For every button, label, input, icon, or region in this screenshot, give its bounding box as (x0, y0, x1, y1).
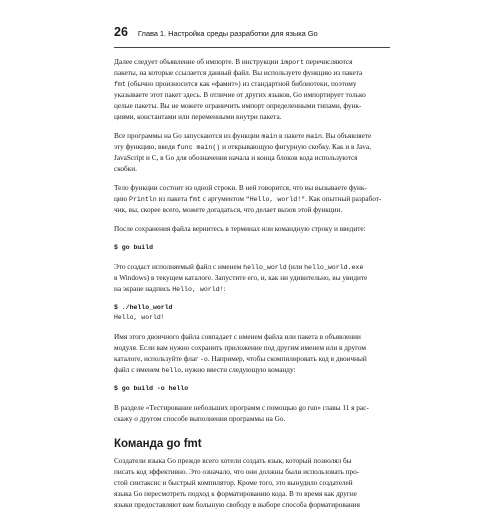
text-run: В разделе «Тестирование небольших программ с помощью go run» главы 11 я рас- (114, 404, 369, 412)
text-line (114, 153, 390, 164)
text-run: . Например, чтобы скомпилировать код в двоичный (207, 355, 367, 363)
inline-code: main (306, 133, 322, 140)
page-body (114, 57, 390, 519)
paragraph-go-fmt (114, 456, 390, 511)
text-run: перечисляются (304, 58, 353, 66)
text-run: цию (114, 195, 129, 203)
code-block-go-build (114, 243, 390, 253)
text-run: и открывающую фигурную скобку. Как и в Java, (220, 143, 371, 151)
inline-code: hello (161, 367, 182, 374)
text-run: JavaScript и C, в Go для обозначения начала и конца блоков кода используются (114, 154, 358, 162)
text-line (114, 164, 390, 175)
text-run: файл с именем (114, 366, 162, 374)
text-run: писать код эффективно. Это означало, что они должны были использовать про- (114, 468, 360, 476)
text-line (114, 57, 390, 68)
text-run: указываете этот пакет здесь. В отличие от других языков, Go импортирует только (114, 91, 366, 99)
text-line (114, 79, 390, 90)
text-run: чик, вы, скорее всего, можете догадаться, что делает вызов этой функции. (114, 206, 343, 214)
text-line (114, 354, 390, 365)
text-run: Имя этого двоичного файла совпадает с именем файла или пакета в объявлении (114, 333, 361, 341)
chapter-title: Глава 1. Настройка среды разработки для языка Go (137, 29, 318, 38)
text-line (114, 205, 390, 216)
text-line (114, 456, 390, 467)
text-run: каталоге, используйте флаг (114, 355, 200, 363)
text-line (114, 68, 390, 79)
text-run: Тело функции состоит из одной строки. В ней говорится, что вы вызываете функ- (114, 184, 367, 192)
code-line: $ ./hello_world (114, 304, 173, 311)
text-run: . Как опытный разработ- (305, 195, 382, 203)
text-line (114, 194, 390, 205)
text-line (114, 403, 390, 414)
text-run: скажу о другом способе выполнения программы на Go. (114, 415, 286, 423)
running-header (114, 25, 390, 48)
text-run: целые пакеты. Вы не можете ограничить импорт определенными типами, функ- (114, 102, 362, 110)
text-run: Создатели языка Go прежде всего хотели создать язык, который позволял бы (114, 457, 352, 465)
text-run: эту функцию, введя (114, 143, 177, 151)
text-run: : (223, 285, 226, 293)
inline-code: Println (129, 196, 157, 203)
text-run: пакеты, на которые ссылается данный файл. Вы используете функцию из пакета (114, 69, 363, 77)
text-line (114, 332, 390, 343)
text-line (114, 224, 390, 235)
text-line (114, 284, 390, 295)
text-line (114, 365, 390, 376)
paragraph-executable (114, 262, 390, 295)
text-line (114, 478, 390, 489)
inline-code: hello_world (243, 264, 287, 271)
paragraph-function-body (114, 183, 390, 216)
inline-code: -o (199, 356, 208, 363)
text-run: языки предоставляют вам большую свободу в выборе способа форматирования (114, 501, 360, 509)
paragraph-imports (114, 57, 390, 123)
paragraph-binary-name (114, 332, 390, 376)
text-line (114, 101, 390, 112)
text-run: стой синтаксис и быстрый компилятор. Кроме того, это вынудило создателей (114, 479, 353, 487)
text-line (114, 183, 390, 194)
text-run: модуля. Если вам нужно сохранить приложение под другим именем или в другом (114, 344, 366, 352)
text-run: , нужно ввести следующую команду: (181, 366, 296, 374)
text-run: циями, константами или переменными внутри пакета. (114, 113, 282, 121)
text-run: После сохранения файла вернитесь в терминал или командную строку и введите: (114, 225, 366, 233)
inline-code: main (261, 133, 278, 140)
text-line (114, 414, 390, 425)
text-run: на экране надпись (114, 285, 173, 293)
inline-code: fmt (114, 81, 126, 88)
text-run: Это создаст исполняемый файл с именем (114, 263, 244, 271)
text-line (114, 500, 390, 511)
paragraph-main-function (114, 131, 390, 175)
text-run: скобки. (114, 165, 137, 173)
text-run: с аргументом (200, 195, 246, 203)
text-run: Далее следует объявление об импорте. В инструкции (114, 58, 281, 66)
code-line: Hello, world! (114, 314, 165, 321)
paragraph-save-file (114, 224, 390, 235)
text-line (114, 131, 390, 142)
code-line: $ go build -o hello (114, 385, 189, 392)
section-heading: Команда go fmt (114, 438, 202, 450)
inline-code: func main() (176, 144, 221, 151)
text-run: в пакете (277, 132, 307, 140)
text-line (114, 273, 390, 284)
inline-code: import (280, 59, 305, 66)
code-line: $ go build (114, 244, 154, 251)
text-line (114, 467, 390, 478)
text-line (114, 90, 390, 101)
code-block-build-output (114, 384, 390, 394)
text-run: (или (286, 263, 305, 271)
page-number: 26 (114, 25, 128, 39)
text-line (114, 343, 390, 354)
text-line (114, 262, 390, 273)
text-run: в Windows) в текущем каталоге. Запустите его, и, как ни удивительно, вы увидите (114, 274, 368, 282)
text-line (114, 142, 390, 153)
text-line (114, 489, 390, 500)
text-line (114, 112, 390, 123)
inline-code: "Hello, world!" (245, 196, 306, 203)
inline-code: fmt (189, 196, 201, 203)
inline-code: hello_world.exe (304, 264, 364, 271)
text-run: . Вы объявляете (321, 132, 372, 140)
text-run: из пакета (156, 195, 190, 203)
inline-code: Hello, world! (172, 286, 224, 293)
paragraph-go-run-ref (114, 403, 390, 425)
text-run: языка Go пересмотреть подход к форматированию кода. В то время как другие (114, 490, 357, 498)
text-run: Все программы на Go запускаются из функции (114, 132, 262, 140)
code-block-run-hello (114, 303, 390, 323)
text-run: (обычно произносится как «фамит») из стандартной библиотеки, поэтому (125, 80, 357, 88)
